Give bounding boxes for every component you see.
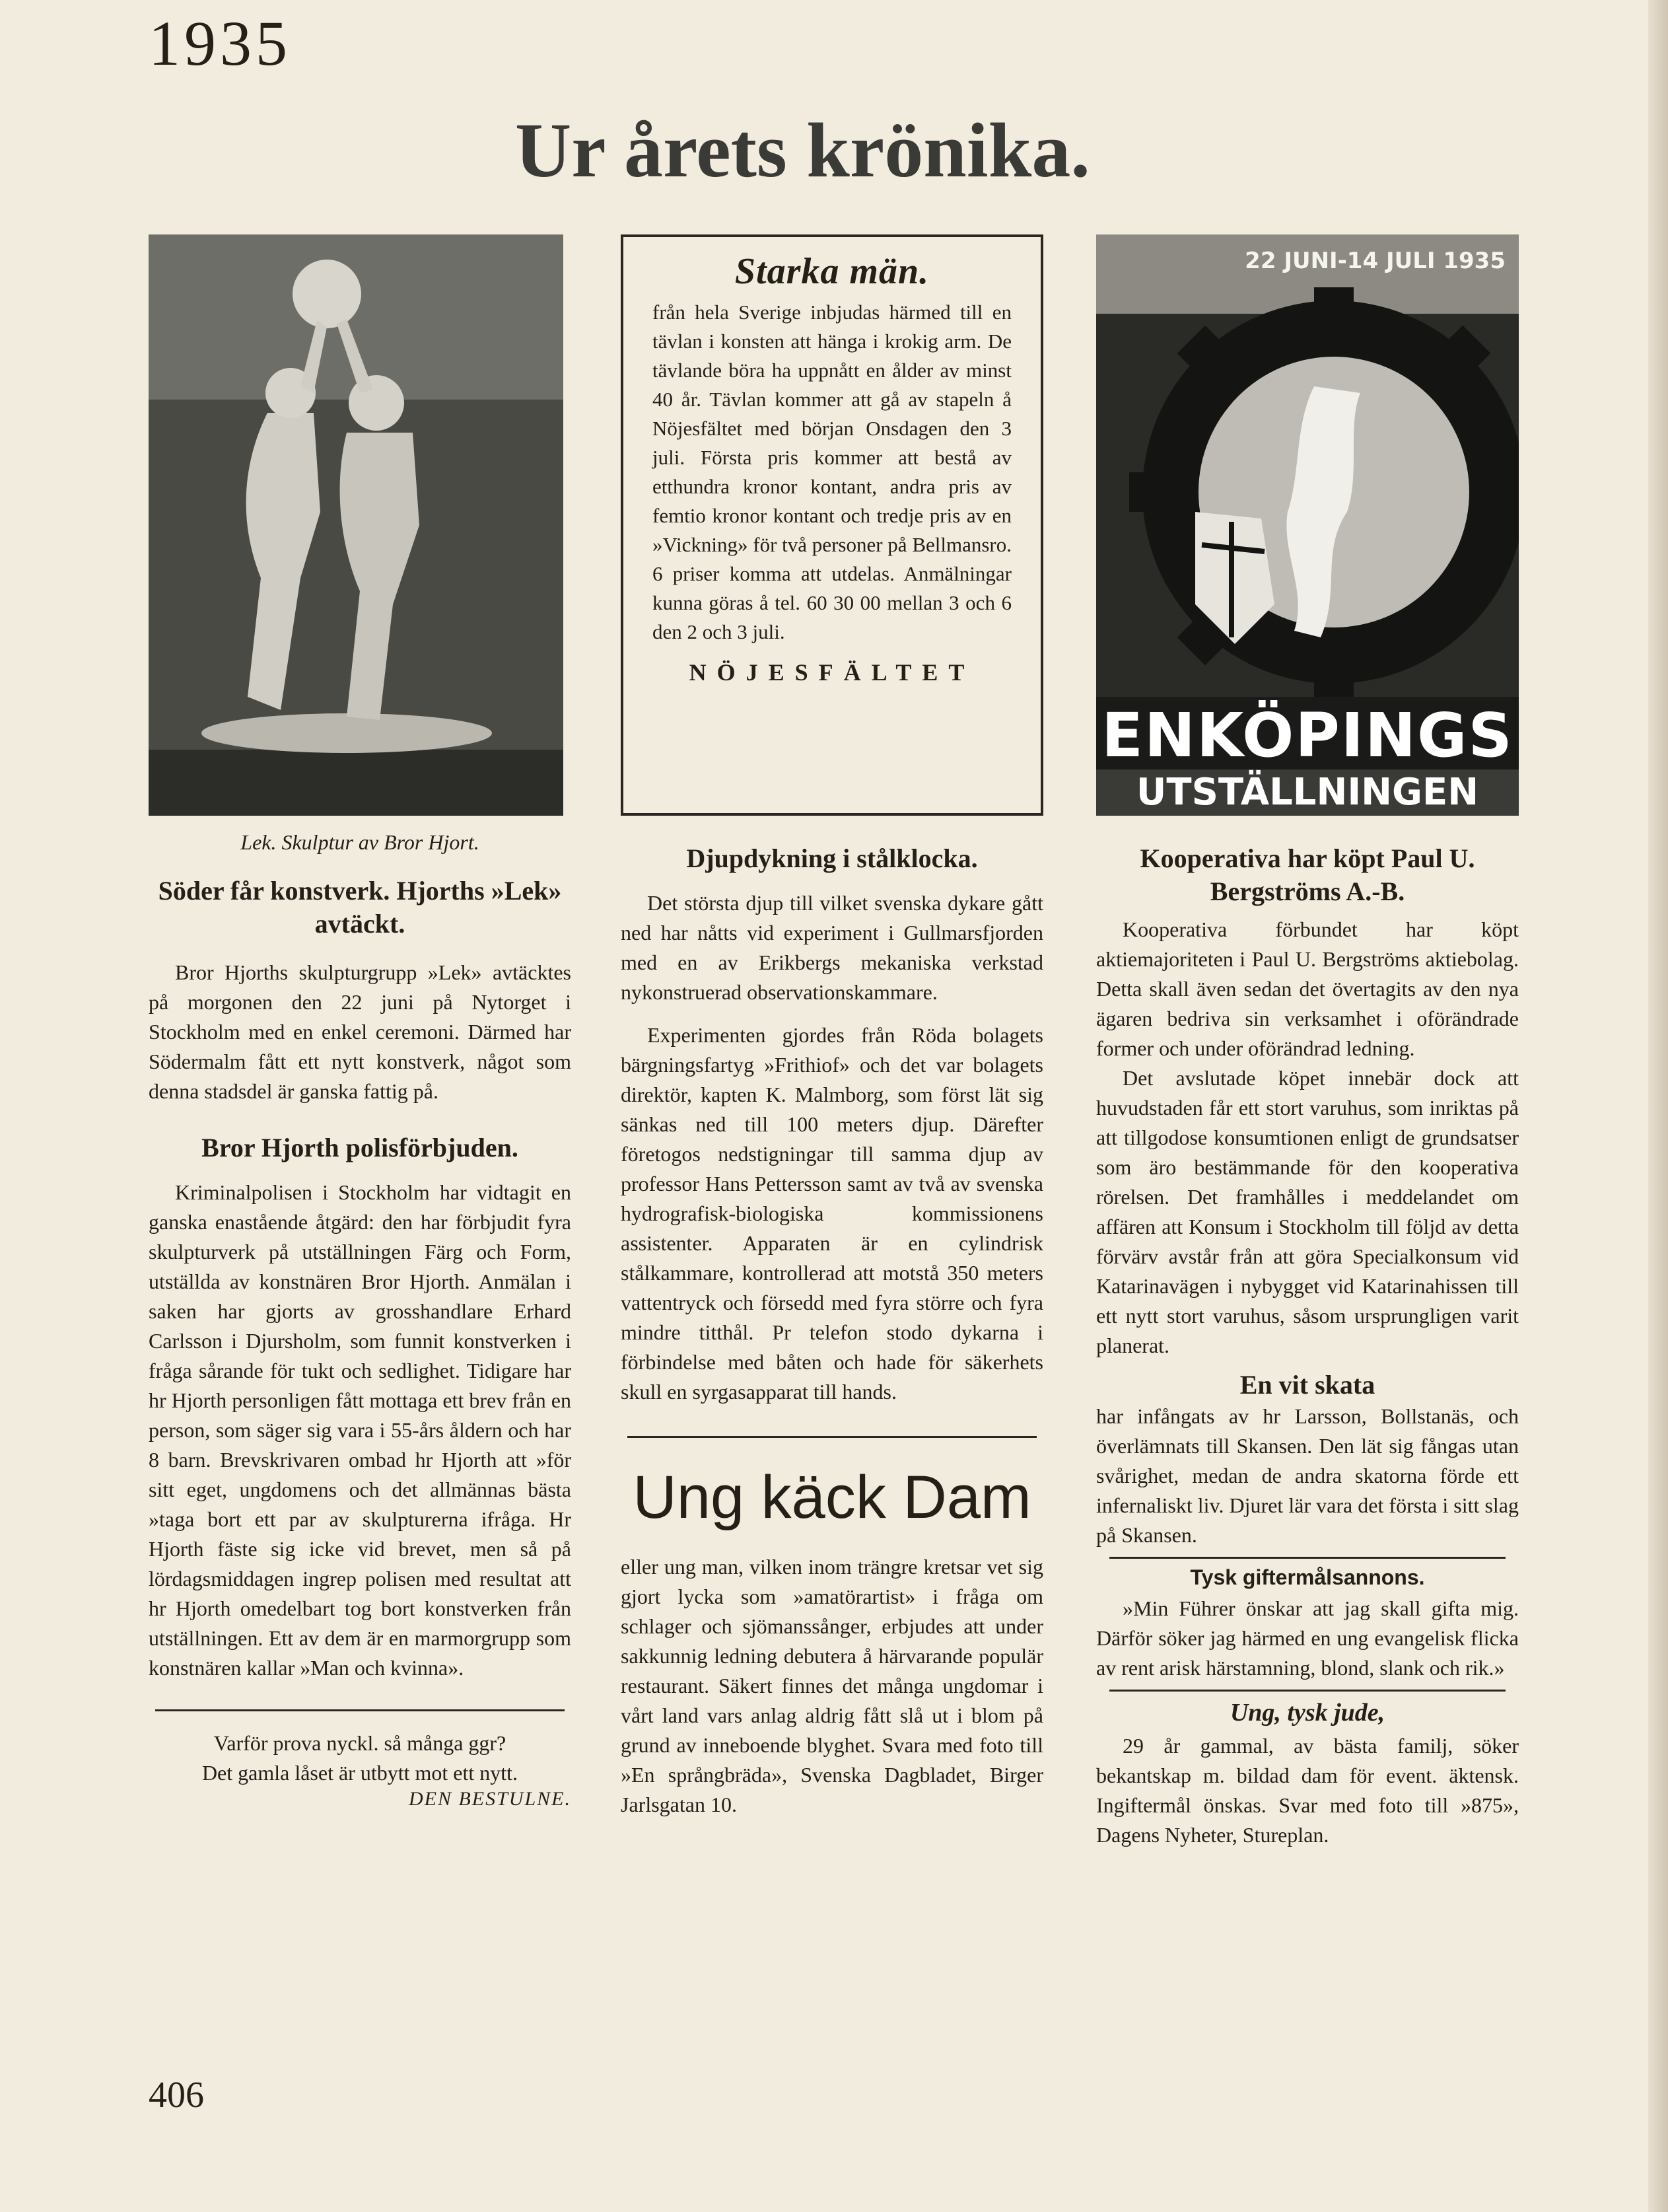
article-heading-giftermalsannons: Tysk giftermålsannons. [1190, 1565, 1425, 1589]
sculpture-photo [149, 234, 563, 816]
ad-body: från hela Sverige inbjudas härmed till en tävlan i konsten att hänga i krokig arm. De tävlande böra ha uppnått en ålder av minst 40 år. Tävlan kommer att gå av stapeln å Nöjesfältet med början Onsdagen den 3 juli. Första pris kommer att bestå av etthundra kronor kontant, andra pris av femtio kronor kontant och tredje pris av en »Vickning» för två personer på Bellmansro. 6 priser komma att utdelas. Anmälningar kunna göras å tel. 60 30 00 mellan 3 och 6 den 2 och 3 juli. [652, 301, 1012, 643]
column-middle [621, 234, 1043, 1820]
poster-title-line-1: ENKÖPINGS [1101, 700, 1513, 771]
article-heading-lek: Söder får konstverk. Hjorths »Lek» avtäckt. [158, 876, 562, 939]
divider [1109, 1557, 1506, 1559]
notice-signature: DEN BESTULNE. [408, 1788, 571, 1810]
article-body-vit-skata: har infångats av hr Larsson, Bollstanäs, och överlämnats till Skansen. Den lät sig fångas utan svårighet, medan de andra skatorna förde ett infernaliskt liv. Djuret lär vara det första i sitt slag på Skansen. [1096, 1404, 1519, 1547]
column-left [149, 234, 571, 1810]
article-body-giftermalsannons: »Min Führer önskar att jag skall gifta mig. Därför söker jag härmed en ung evangelisk flicka av rent arisk härstamning, blond, slank och rik.» [1096, 1596, 1519, 1680]
ad-title: Starka män. [734, 251, 930, 292]
photo-caption: Lek. Skulptur av Bror Hjort. [240, 830, 479, 854]
page-number: 406 [149, 2075, 204, 2116]
book-spine-edge [1648, 0, 1668, 2212]
sculpture-illustration [149, 234, 563, 816]
ad-box-starka-man [621, 234, 1043, 816]
ad-body-ung-kack-dam: eller ung man, vilken inom trängre kretsar vet sig gjort lycka som »amatörartist» i fråga om schlager och sjömanssånger, erbjudes att under sakkunnig ledning debutera å härvarande populär restaurant. Säkert finnes det många ungdomar i vårt land vars anlag aldrig fått slå ut i blom på grund av inneboende blyghet. Svara med foto till »En språngbräda», Svenska Dagbladet, Birger Jarlsgatan 10. [621, 1555, 1043, 1816]
exhibition-poster [1096, 234, 1519, 816]
divider [155, 1709, 565, 1711]
divider [1109, 1690, 1506, 1692]
article-heading-kooperativa: Kooperativa har köpt Paul U. Bergströms A.-B. [1140, 843, 1475, 906]
page-title: Ur årets krönika. [515, 107, 1090, 194]
article-heading-djupdykning: Djupdykning i stålklocka. [686, 843, 978, 873]
poster-title-line-2: UTSTÄLLNINGEN [1136, 771, 1479, 814]
article-heading-polisforbjuden: Bror Hjorth polisförbjuden. [201, 1133, 518, 1162]
article-body-kooperativa-2: Det avslutade köpet innebär dock att huvudstaden får ett stort varuhus, som inriktas på att tillgodose konsumtionen enligt de grundsatser som äro bestämmande för den kooperativa rörelsen. Det framhålles i meddelandet om affären att Konsum i Stockholm till följd av detta förvärv avstår från att göra Specialkonsum vid Katarinavägen i nybygget vid Katarinahissen till ett nytt stort varuhus, såsom ursprungligen varit planerat. [1096, 1066, 1519, 1357]
divider [627, 1436, 1037, 1438]
article-body-djupdykning-2: Experimenten gjordes från Röda bolagets bärgningsfartyg »Frithiof» och det var bolagets direktör, kapten K. Malmborg, som först lät sig sänkas ned till 100 meters djup. Därefter företogos nedstigningar till samma djup av professor Hans Pettersson samt av två av svenska hydrografisk-biologiska kommissionens assistenter. Apparaten är en cylindrisk stålkammare, kontrollerad att motstå 350 meters vattentryck och försedd med fyra större och fyra mindre titthål. Pr telefon stodo dykarna i förbindelse med båten och hade för säkerhets skull en syrgasapparat till hands. [621, 1023, 1043, 1404]
article-body-polisforbjuden: Kriminalpolisen i Stockholm har vidtagit en ganska enastående åtgärd: den har förbjudit fyra skulpturverk på utställningen Färg och Form, utställda av konstnären Bror Hjorth. Anmälan i saken har gjorts av grosshandlare Erhard Carlsson i Djursholm, som funnit konstverken i fråga sårande för tukt och sedlighet. Tidigare har hr Hjorth personligen fått mottaga ett brev från en person, som säger sig vara i 55-års åldern och har 8 barn. Brevskrivaren ombad hr Hjorth att »för sitt eget, ungdomens och det allmännas bästa »taga bort ett par av skulpturerna ifråga. Hr Hjorth fäste sig icke vid brevet, men så på lördagsmiddagen ingrep polisen med resultat att hr Hjorth omedelbart tog bort konstverken från utställningen. Ett av dem är en marmorgrupp som konstnären kallar »Man och kvinna». [149, 1180, 571, 1680]
ad-heading-ung-kack-dam: Ung käck Dam [633, 1464, 1031, 1531]
notice-line-1: Varför prova nyckl. så många ggr? [213, 1731, 506, 1755]
article-heading-vit-skata: En vit skata [1239, 1370, 1375, 1400]
article-body-ung-tysk-jude: 29 år gammal, av bästa familj, söker bekantskap m. bildad dam för event. äktensk. Ingiftermål önskas. Svar med foto till »875», Dagens Nyheter, Stureplan. [1096, 1734, 1519, 1847]
notice-line-2: Det gamla låset är utbytt mot ett nytt. [201, 1761, 518, 1785]
column-right [1096, 234, 1519, 1850]
page-year: 1935 [149, 8, 291, 79]
article-heading-ung-tysk-jude: Ung, tysk jude, [1230, 1699, 1385, 1727]
article-body-djupdykning-1: Det största djup till vilket svenska dykare gått ned har nåtts vid experiment i Gullmarsfjorden med en av Erikbergs mekaniska verkstad nykonstruerad observationskammare. [621, 891, 1043, 1004]
poster-date: 22 JUNI-14 JULI 1935 [1245, 248, 1506, 274]
ad-footer: NÖJESFÄLTET [689, 659, 975, 686]
article-body-kooperativa-1: Kooperativa förbundet har köpt aktiemajoriteten i Paul U. Bergströms aktiebolag. Detta skall även sedan det övertagits av den nya ägaren bedriva sin verksamhet i oförändrade former och under oförändrad ledning. [1096, 917, 1519, 1060]
article-body-lek: Bror Hjorths skulpturgrupp »Lek» avtäcktes på morgonen den 22 juni på Nytorget i Stockholm med en enkel ceremoni. Därmed har Södermalm fått ett nytt konstverk, något som denna stadsdel är ganska fattig på. [149, 960, 571, 1103]
